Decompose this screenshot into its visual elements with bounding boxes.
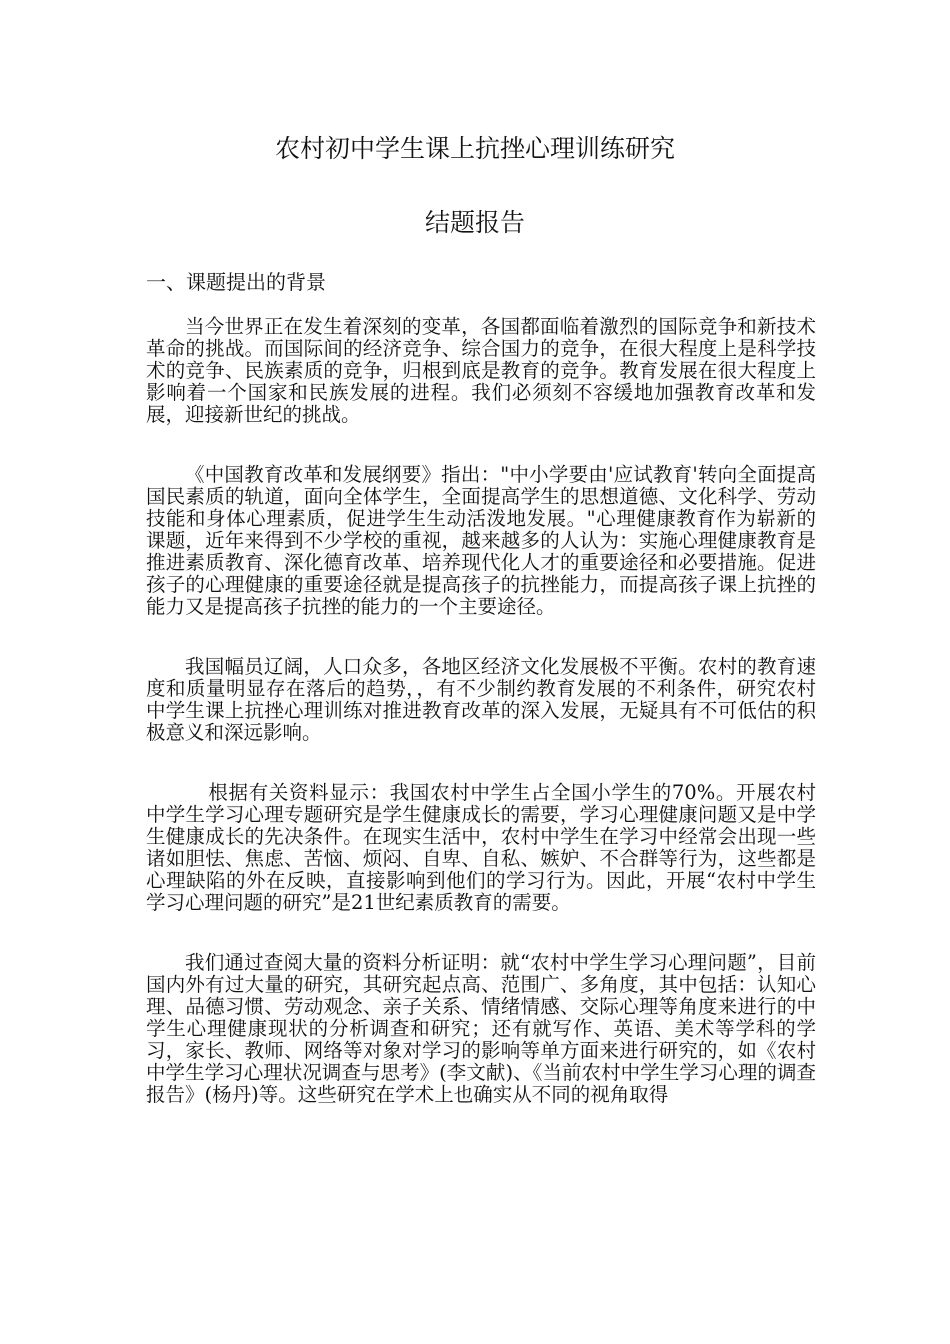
document-title: 农村初中学生课上抗挫心理训练研究 [274, 134, 675, 163]
paragraph: 我们通过查阅大量的资料分析证明：就“农村中学生学习心理问题”，目前国内外有过大量的研究，其研究起点高、范围广、多角度，其中包括：认知心理、品德习惯、劳动观念、亲子关系、情绪情感、交际心理等角度来进行的中学生心理健康现状的分析调查和研究；还有就写作、英语、美术等学科的学习，家长、教师、网络等对象对学习的影响等单方面来进行研究的，如《农村中学生学习心理状况调查与思考》(李文献)、《当前农村中学生学习心理的调查报告》(杨丹)等。这些研究在学术上也确实从不同的视角取得 [146, 951, 816, 1106]
document-body [146, 316, 816, 1144]
section-heading: 一、课题提出的背景 [146, 270, 326, 294]
paragraph: 《中国教育改革和发展纲要》指出："中小学要由'应试教育'转向全面提高国民素质的轨道，面向全体学生，全面提高学生的思想道德、文化科学、劳动技能和身体心理素质，促进学生生动活泼地发展。"心理健康教育作为崭新的课题，近年来得到不少学校的重视，越来越多的人认为：实施心理健康教育是推进素质教育、深化德育改革、培养现代化人才的重要途径和必要措施。促进孩子的心理健康的重要途径就是提高孩子的抗挫能力，而提高孩子课上抗挫的能力又是提高孩子抗挫的能力的一个主要途径。 [146, 463, 816, 618]
document-subtitle: 结题报告 [424, 208, 525, 237]
paragraph: 根据有关资料显示：我国农村中学生占全国小学生的70%。开展农村中学生学习心理专题研究是学生健康成长的需要，学习心理健康问题又是中学生健康成长的先决条件。在现实生活中，农村中学生在学习中经常会出现一些诸如胆怯、焦虑、苦恼、烦闷、自卑、自私、嫉妒、不合群等行为，这些都是心理缺陷的外在反映，直接影响到他们的学习行为。因此，开展“农村中学生学习心理问题的研究”是21世纪素质教育的需要。 [146, 781, 816, 914]
paragraph: 当今世界正在发生着深刻的变革，各国都面临着激烈的国际竞争和新技术革命的挑战。而国际间的经济竞争、综合国力的竞争，在很大程度上是科学技术的竞争、民族素质的竞争，归根到底是教育的竞争。教育发展在很大程度上影响着一个国家和民族发展的进程。我们必须刻不容缓地加强教育改革和发展，迎接新世纪的挑战。 [146, 315, 816, 426]
paragraph: 我国幅员辽阔，人口众多，各地区经济文化发展极不平衡。农村的教育速度和质量明显存在落后的趋势，，有不少制约教育发展的不利条件，研究农村中学生课上抗挫心理训练对推进教育改革的深入发展，无疑具有不可低估的积极意义和深远影响。 [146, 655, 816, 744]
